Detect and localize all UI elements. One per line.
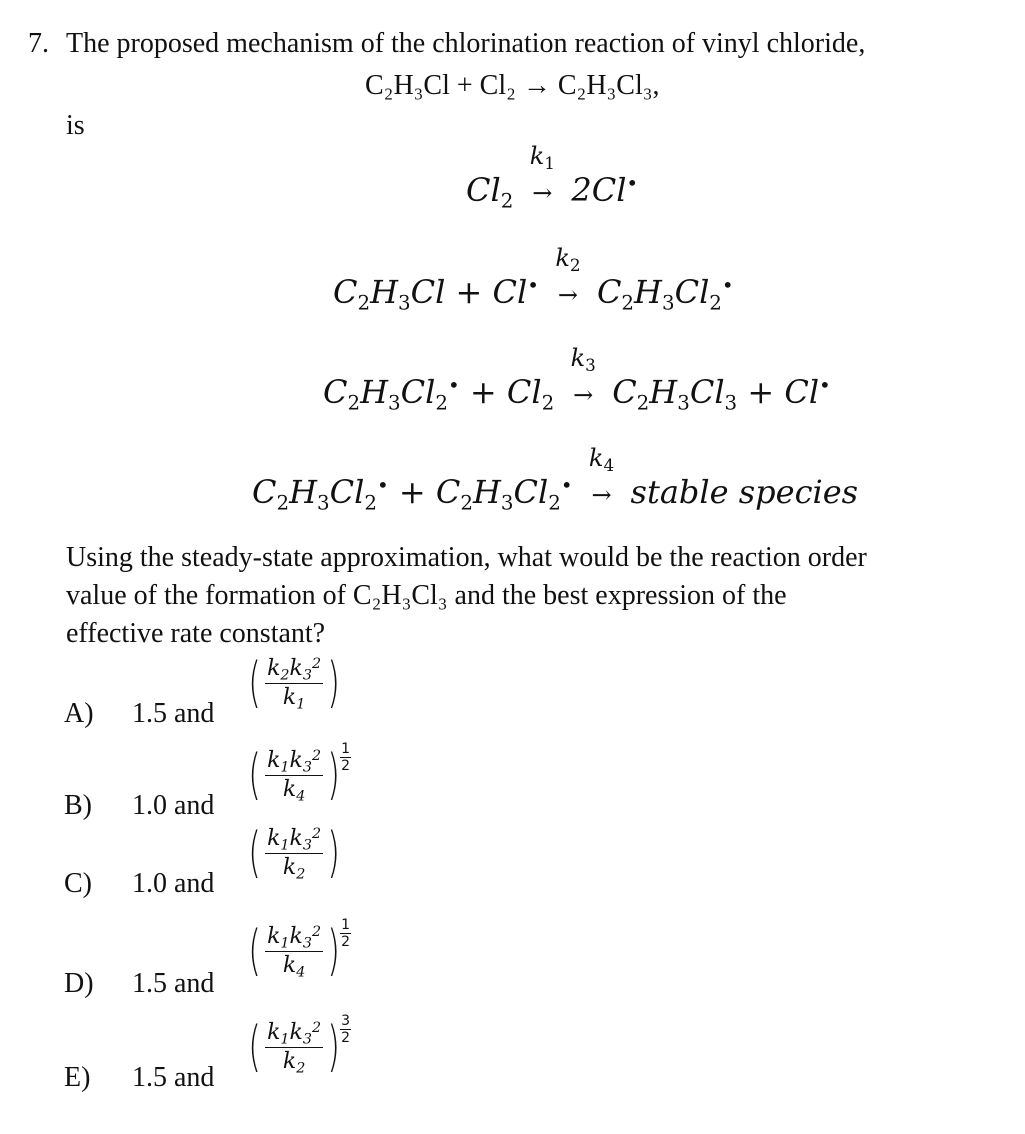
mechanism-step-1: $Cl_2$ $k_1$ → 2Cl• (466, 142, 639, 213)
option-e-exponent: 3 2 (341, 1013, 351, 1046)
option-c-order: 1.0 and (132, 868, 215, 899)
option-c-letter[interactable]: C) (64, 868, 92, 899)
prompt-line-1: Using the steady-state approximation, what would be the reaction order (66, 542, 867, 573)
option-e-expression: ( $\frac{k_1k_3^2}{k_2}$ ) 3 2 (248, 1013, 351, 1078)
mechanism-step-2: $C_2H_3Cl + Cl^•$ $k_2$ → $C_2H_3Cl_2^•$ (333, 244, 734, 315)
option-d-exponent: 1 2 (341, 917, 351, 950)
option-d-letter[interactable]: D) (64, 968, 94, 999)
option-b-order: 1.0 and (132, 790, 215, 821)
prompt-line-3: effective rate constant? (66, 618, 326, 649)
option-c-expression: ( $\frac{k_1k_3^2}{k_2}$ ) (248, 821, 340, 884)
prompt-line-2: value of the formation of C₂H₃Cl₃ and the best expression of the (66, 580, 787, 611)
mechanism-step-4: $C_2H_3Cl_2^• + C_2H_3Cl_2^•$ $k_4$ → stable species (252, 444, 859, 515)
option-b-expression: ( $\frac{k_1k_3^2}{k_4}$ ) 1 2 (248, 741, 351, 806)
is-word: is (66, 110, 85, 141)
option-a-order: 1.5 and (132, 698, 215, 729)
option-b-letter[interactable]: B) (64, 790, 92, 821)
option-a-expression: ( $\frac{k_2k_3^2}{k_1}$ ) (248, 651, 340, 714)
option-e-order: 1.5 and (132, 1062, 215, 1093)
option-e-letter[interactable]: E) (64, 1062, 91, 1093)
question-number: 7. (28, 28, 49, 59)
stable-species-label: stable species (630, 473, 859, 511)
option-d-order: 1.5 and (132, 968, 215, 999)
option-b-exponent: 1 2 (341, 741, 351, 774)
mechanism-step-3: $C_2H_3Cl_2^• + Cl_2$ $k_3$ → $C_2H_3Cl_3 + Cl^•$ (323, 344, 831, 415)
option-a-letter[interactable]: A) (64, 698, 94, 729)
question-intro: The proposed mechanism of the chlorination reaction of vinyl chloride, (66, 28, 866, 59)
option-d-expression: ( $\frac{k_1k_3^2}{k_4}$ ) 1 2 (248, 917, 351, 982)
overall-equation: C₂H₃Cl + Cl₂ → C₂H₃Cl₃, (365, 70, 660, 101)
